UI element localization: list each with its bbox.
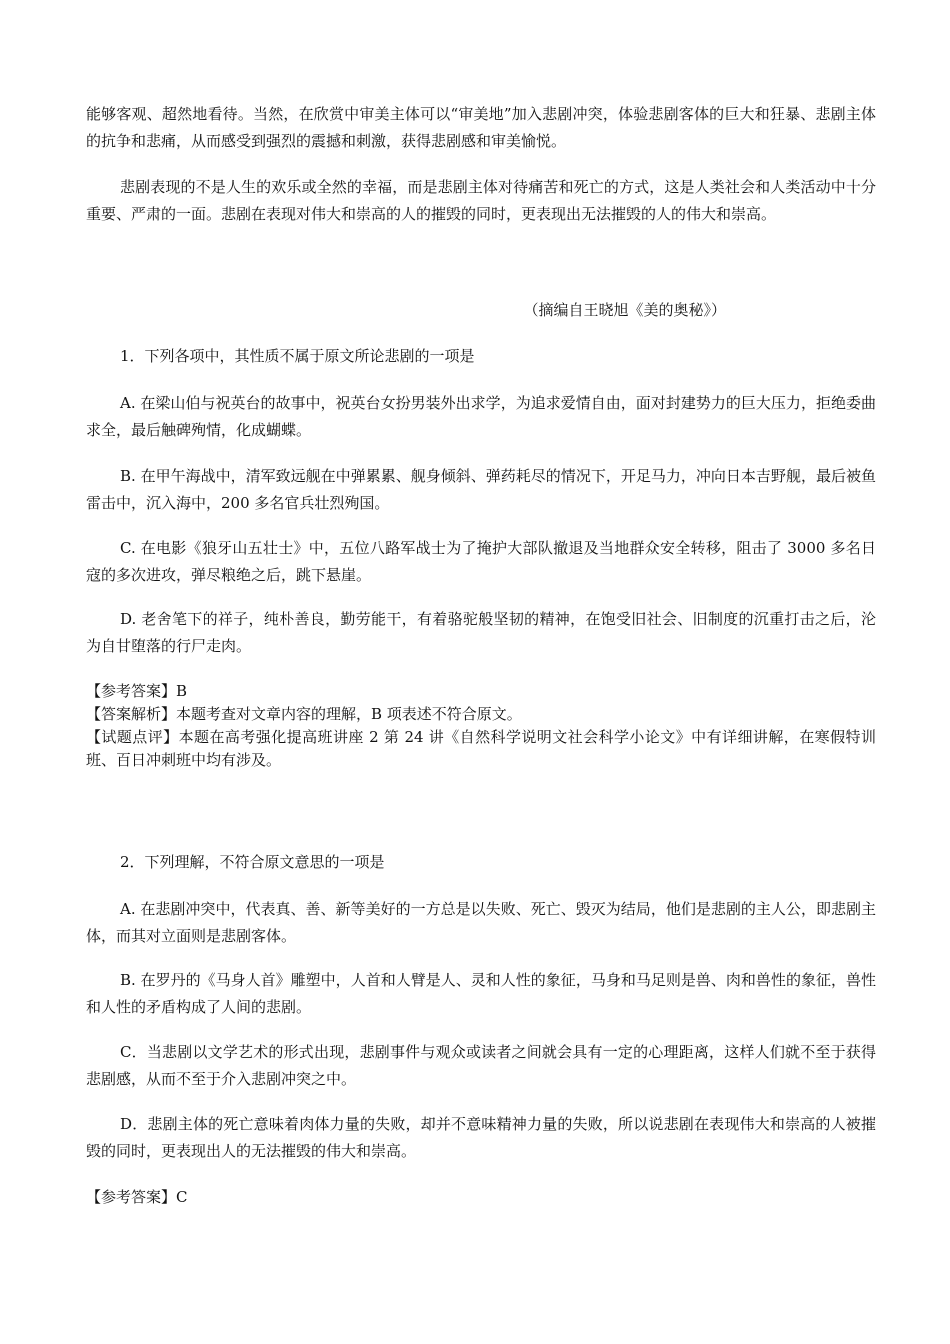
question-1-answer: 【参考答案】B (86, 682, 188, 700)
question-2-option-a: A. 在悲剧冲突中，代表真、善、新等美好的一方总是以失败、死亡、毁灭为结局，他们是悲剧的主人公，即悲剧主体，而其对立面则是悲剧客体。 (86, 900, 876, 945)
question-1-comment: 【试题点评】本题在高考强化提高班讲座 2 第 24 讲《自然科学说明文社会科学小论文》中有详细讲解，在寒假特训班、百日冲刺班中均有涉及。 (86, 728, 876, 769)
question-1-option-c: C. 在电影《狼牙山五壮士》中，五位八路军战士为了掩护大部队撤退及当地群众安全转移，阻击了 3000 多名日寇的多次进攻，弹尽粮绝之后，跳下悬崖。 (86, 539, 876, 584)
passage-source: （摘编自王晓旭《美的奥秘》） (523, 301, 726, 319)
question-1-option-a: A. 在梁山伯与祝英台的故事中，祝英台女扮男装外出求学，为追求爱情自由，面对封建势力的巨大压力，拒绝委曲求全，最后触碑殉情，化成蝴蝶。 (86, 394, 876, 439)
question-1-stem: 1．下列各项中，其性质不属于原文所论悲剧的一项是 (120, 347, 475, 365)
question-2-answer: 【参考答案】C (86, 1188, 188, 1206)
question-1-option-b: B. 在甲午海战中，清军致远舰在中弹累累、舰身倾斜、弹药耗尽的情况下，开足马力，冲向日本吉野舰，最后被鱼雷击中，沉入海中，200 多名官兵壮烈殉国。 (86, 467, 876, 512)
question-1-answer-block (86, 680, 876, 772)
question-2-option-c: C．当悲剧以文学艺术的形式出现，悲剧事件与观众或读者之间就会具有一定的心理距离，这样人们就不至于获得悲剧感，从而不至于介入悲剧冲突之中。 (86, 1043, 876, 1088)
passage-paragraph-2: 悲剧表现的不是人生的欢乐或全然的幸福，而是悲剧主体对待痛苦和死亡的方式，这是人类社会和人类活动中十分重要、严肃的一面。悲剧在表现对伟大和崇高的人的摧毁的同时，更表现出无法摧毁的人的伟大和崇高。 (86, 178, 876, 223)
question-2-option-b: B. 在罗丹的《马身人首》雕塑中，人首和人臂是人、灵和人性的象征，马身和马足则是兽、肉和兽性的象征，兽性和人性的矛盾构成了人间的悲剧。 (86, 971, 876, 1016)
question-1-option-d: D. 老舍笔下的祥子，纯朴善良，勤劳能干，有着骆驼般坚韧的精神，在饱受旧社会、旧制度的沉重打击之后，沦为自甘堕落的行尸走肉。 (86, 610, 876, 655)
passage-paragraph-1: 能够客观、超然地看待。当然，在欣赏中审美主体可以“审美地”加入悲剧冲突，体验悲剧客体的巨大和狂暴、悲剧主体的抗争和悲痛，从而感受到强烈的震撼和刺激，获得悲剧感和审美愉悦。 (86, 105, 876, 150)
question-2-stem: 2．下列理解，不符合原文意思的一项是 (120, 853, 385, 871)
question-2-option-d: D．悲剧主体的死亡意味着肉体力量的失败，却并不意味精神力量的失败，所以说悲剧在表现伟大和崇高的人被摧毁的同时，更表现出人的无法摧毁的伟大和崇高。 (86, 1115, 876, 1160)
question-1-analysis: 【答案解析】本题考查对文章内容的理解，B 项表述不符合原文。 (86, 705, 522, 723)
